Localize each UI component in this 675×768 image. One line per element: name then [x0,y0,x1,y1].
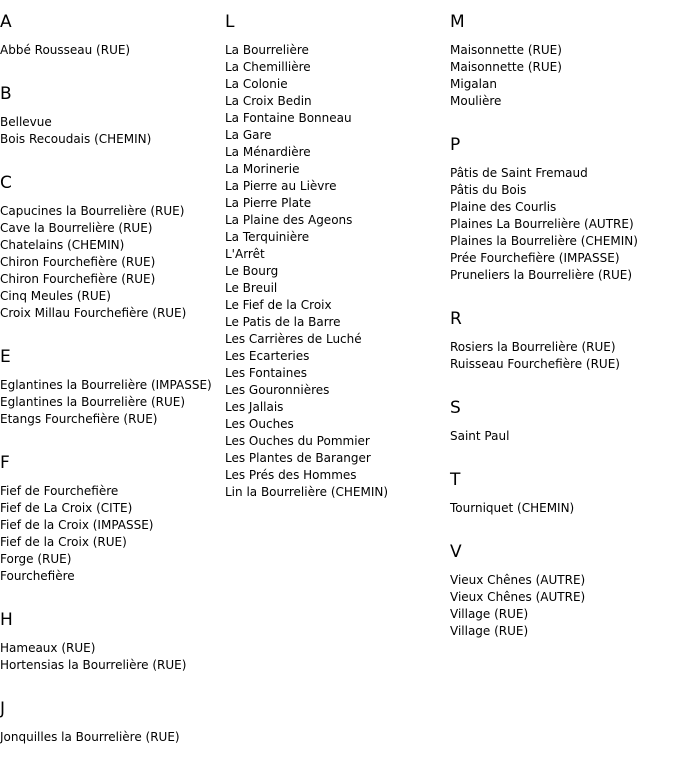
street-link[interactable]: La Pierre au Lièvre [225,179,337,193]
street-link[interactable]: Village (RUE) [450,607,529,621]
street-link[interactable]: Moulière [450,94,502,108]
street-link[interactable]: Chiron Fourchefière (RUE) [0,272,156,286]
street-link[interactable]: Lin la Bourrelière (CHEMIN) [225,485,389,499]
street-link[interactable]: L'Arrêt [225,247,265,261]
letter-section-f [0,441,225,585]
street-link[interactable]: Le Breuil [225,281,278,295]
street-link[interactable]: Plaine des Courlis [450,200,557,214]
street-link[interactable]: Jonquilles la Bourrelière (RUE) [0,730,180,744]
street-link[interactable]: Eglantines la Bourrelière (RUE) [0,395,186,409]
letter-heading: S [450,398,461,418]
street-link[interactable]: Hortensias la Bourrelière (RUE) [0,658,187,672]
street-link[interactable]: La Pierre Plate [225,196,312,210]
street-link[interactable]: Eglantines la Bourrelière (IMPASSE) [0,378,212,392]
letter-section-p [450,123,675,284]
street-link[interactable]: Le Patis de la Barre [225,315,341,329]
street-link[interactable]: Capucines la Bourrelière (RUE) [0,204,185,218]
street-link[interactable]: Bois Recoudais (CHEMIN) [0,132,152,146]
street-link[interactable]: Les Fontaines [225,366,307,380]
street-link[interactable]: Prée Fourchefière (IMPASSE) [450,251,620,265]
street-link[interactable]: Le Bourg [225,264,279,278]
street-link[interactable]: Croix Millau Fourchefière (RUE) [0,306,187,320]
letter-section-s [450,386,675,445]
street-link[interactable]: Les Jallais [225,400,284,414]
letter-section-l [225,0,450,501]
street-link[interactable]: Fief de La Croix (CITE) [0,501,133,515]
street-link[interactable]: Hameaux (RUE) [0,641,96,655]
street-link[interactable]: Les Gouronnières [225,383,330,397]
street-link[interactable]: La Morinerie [225,162,300,176]
letter-section-m [450,0,675,110]
street-link[interactable]: Fief de la Croix (RUE) [0,535,127,549]
street-link[interactable]: Saint Paul [450,429,510,443]
street-link[interactable]: Maisonnette (RUE) [450,43,562,57]
street-link[interactable]: La Chemillière [225,60,311,74]
street-link[interactable]: Vieux Chênes (AUTRE) [450,590,586,604]
letter-section-e [0,335,225,428]
street-link[interactable]: La Ménardière [225,145,311,159]
letter-section-h [0,598,225,674]
street-link[interactable]: Les Ecarteries [225,349,310,363]
street-link[interactable]: Chatelains (CHEMIN) [0,238,125,252]
letter-section-t [450,458,675,517]
letter-heading: C [0,173,12,193]
street-link[interactable]: Le Fief de la Croix [225,298,332,312]
street-link[interactable]: Cinq Meules (RUE) [0,289,111,303]
street-link[interactable]: Tourniquet (CHEMIN) [450,501,575,515]
street-link[interactable]: Etangs Fourchefière (RUE) [0,412,158,426]
street-link[interactable]: La Plaine des Ageons [225,213,353,227]
letter-section-a [0,0,225,59]
street-link[interactable]: Fief de Fourchefière [0,484,119,498]
street-link[interactable]: Rosiers la Bourrelière (RUE) [450,340,616,354]
street-link[interactable]: Migalan [450,77,497,91]
street-link[interactable]: Chiron Fourchefière (RUE) [0,255,156,269]
letter-section-c [0,161,225,322]
street-link[interactable]: Vieux Chênes (AUTRE) [450,573,586,587]
street-index-column-3 [450,0,675,653]
street-link[interactable]: Plaines la Bourrelière (CHEMIN) [450,234,638,248]
street-index-column-1 [0,0,225,759]
letter-heading: V [450,542,462,562]
street-index-column-2 [225,0,450,514]
street-link[interactable]: La Bourrelière [225,43,309,57]
street-link[interactable]: La Croix Bedin [225,94,312,108]
letter-heading: L [225,12,235,32]
street-link[interactable]: Village (RUE) [450,624,529,638]
street-link[interactable]: Forge (RUE) [0,552,72,566]
street-link[interactable]: Bellevue [0,115,52,129]
street-link[interactable]: Cave la Bourrelière (RUE) [0,221,153,235]
letter-heading: H [0,610,13,630]
street-link[interactable]: Fief de la Croix (IMPASSE) [0,518,154,532]
letter-heading: B [0,84,12,104]
letter-heading: E [0,347,11,367]
letter-heading: T [450,470,461,490]
street-link[interactable]: Fourchefière [0,569,75,583]
street-link[interactable]: La Terquinière [225,230,310,244]
street-link[interactable]: Pâtis du Bois [450,183,527,197]
street-link[interactable]: Plaines La Bourrelière (AUTRE) [450,217,634,231]
letter-heading: J [0,699,6,719]
letter-heading: M [450,12,465,32]
street-link[interactable]: La Fontaine Bonneau [225,111,352,125]
street-link[interactable]: Les Carrières de Luché [225,332,362,346]
letter-section-r [450,297,675,373]
letter-heading: R [450,309,462,329]
street-link[interactable]: Maisonnette (RUE) [450,60,562,74]
street-link[interactable]: Les Plantes de Baranger [225,451,371,465]
letter-heading: F [0,453,10,473]
street-link[interactable]: Les Ouches [225,417,294,431]
street-link[interactable]: Abbé Rousseau (RUE) [0,43,131,57]
letter-heading: P [450,135,461,155]
street-link[interactable]: Pruneliers la Bourrelière (RUE) [450,268,633,282]
letter-heading: A [0,12,12,32]
letter-section-v [450,530,675,640]
street-link[interactable]: Ruisseau Fourchefière (RUE) [450,357,620,371]
street-link[interactable]: La Colonie [225,77,288,91]
street-link[interactable]: La Gare [225,128,272,142]
street-link[interactable]: Pâtis de Saint Fremaud [450,166,588,180]
letter-section-j [0,687,225,746]
street-link[interactable]: Les Prés des Hommes [225,468,357,482]
street-link[interactable]: Les Ouches du Pommier [225,434,370,448]
letter-section-b [0,72,225,148]
